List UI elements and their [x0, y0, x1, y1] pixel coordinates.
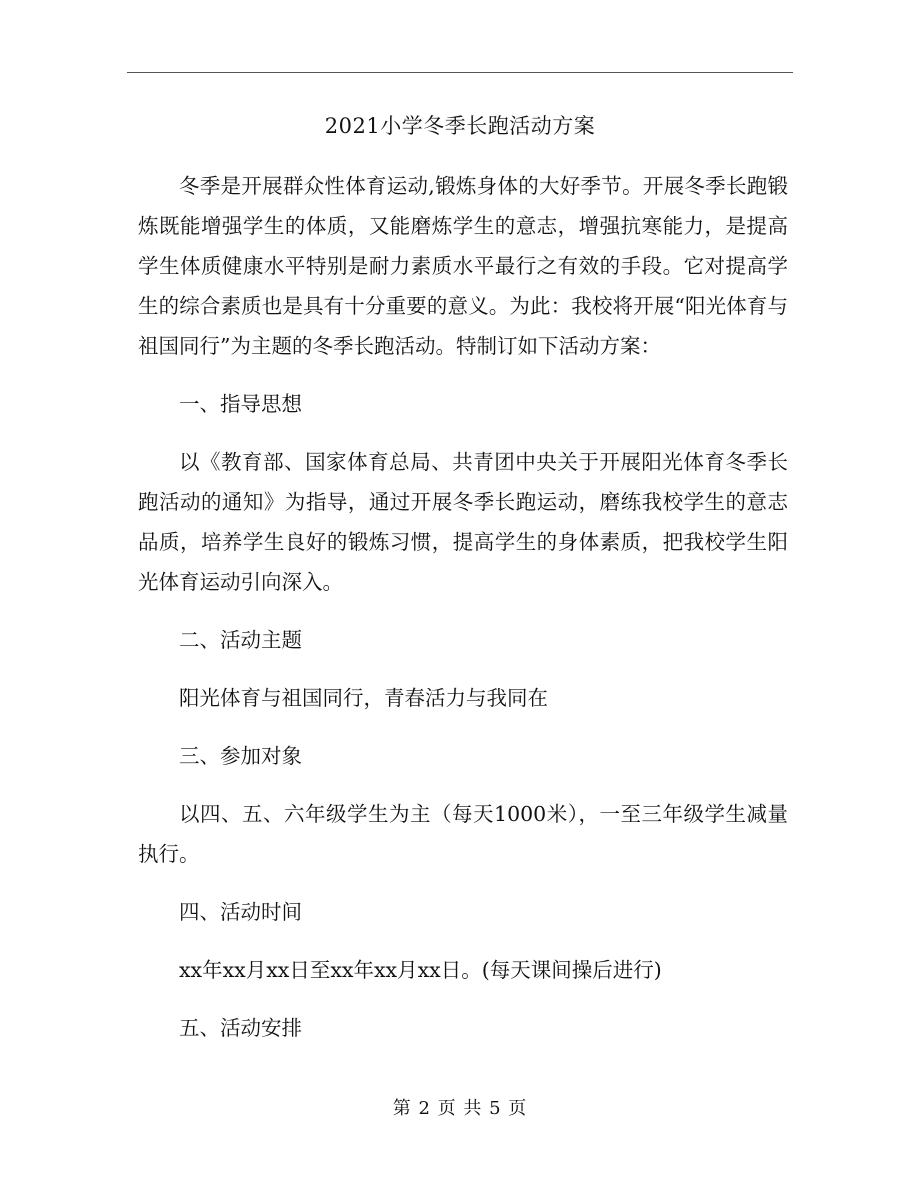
- intro-paragraph: 冬季是开展群众性体育运动,锻炼身体的大好季节。开展冬季长跑锻炼既能增强学生的体质，又能磨炼学生的意志，增强抗寒能力，是提高学生体质健康水平特别是耐力素质水平最行之有效的手段。它对提高学生的综合素质也是具有十分重要的意义。为此：我校将开展“阳光体育与祖国同行”为主题的冬季长跑活动。特制订如下活动方案：: [138, 174, 788, 358]
- document-body: [138, 166, 788, 1048]
- header-rule: [127, 72, 793, 73]
- section-heading-guiding-ideology: 一、指导思想: [179, 392, 302, 416]
- guiding-ideology-paragraph: 以《教育部、国家体育总局、共青团中央关于开展阳光体育冬季长跑活动的通知》为指导，通过开展冬季长跑运动，磨练我校学生的意志品质，培养学生良好的锻炼习惯，提高学生的身体素质，把我校学生阳光体育运动引向深入。: [138, 450, 788, 594]
- page-number: 第 2 页 共 5 页: [392, 1098, 528, 1119]
- theme-paragraph: 阳光体育与祖国同行，青春活力与我同在: [179, 686, 548, 710]
- participants-paragraph: 以四、五、六年级学生为主（每天1000米），一至三年级学生减量执行。: [138, 802, 788, 866]
- section-heading-participants: 三、参加对象: [179, 744, 302, 768]
- section-heading-time: 四、活动时间: [179, 900, 302, 924]
- time-paragraph: xx年xx月xx日至xx年xx月xx日。(每天课间操后进行): [179, 958, 662, 982]
- section-heading-theme: 二、活动主题: [179, 628, 302, 652]
- section-heading-arrangement: 五、活动安排: [179, 1016, 302, 1040]
- document-title: 2021小学冬季长跑活动方案: [324, 114, 596, 138]
